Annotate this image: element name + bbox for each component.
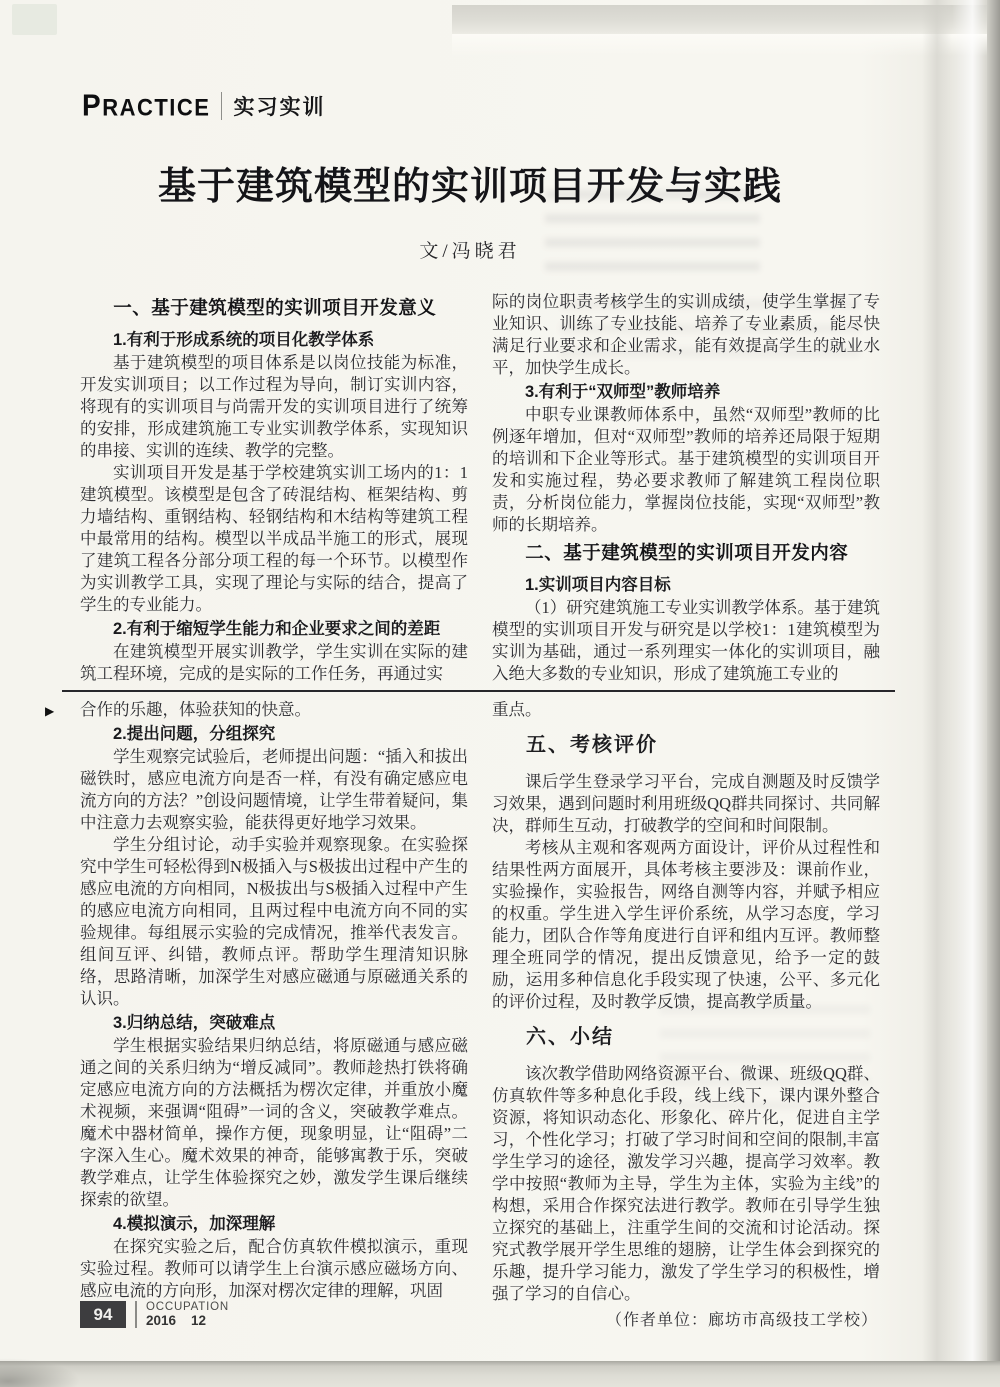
magazine-section-en: PRACTICE — [82, 88, 211, 123]
paragraph: 实训项目开发是基于学校建筑实训工场内的1：1建筑模型。该模型是包含了砖混结构、框架结构、剪力墙结构、重钢结构、轻钢结构和木结构等建筑工程中最常用的结构。模型以半成品半施工的形式，展现了建筑工程各分部分项工程的每一个环节。以模型作为实训教学工具，实现了理论与实际的结合，提高了学生的专业能力。 — [80, 463, 468, 614]
scan-artifact-corner-mark — [12, 4, 57, 35]
masthead-divider — [221, 92, 222, 120]
scan-artifact-page-edge — [987, 0, 1000, 1387]
paragraph: 学生根据实验结果归纳总结，将原磁通与感应磁通之间的关系归纳为“增反减同”。教师趁热打铁将确定感应电流方向的方法概括为楞次定律，并重放小魔术视频，来强调“阻碍”一词的含义，突破教学难点。魔术中器材简单，操作方便，现象明显，让“阻碍”二字深入生心。魔术效果的神奇，能够寓教于乐，突破教学难点，让学生体验探究之妙，激发学生课后继续探索的欲望。 — [80, 1036, 468, 1209]
top-article-right-column — [492, 291, 880, 690]
journal-meta — [135, 1301, 229, 1328]
masthead — [82, 90, 325, 122]
magazine-section-cn: 实习实训 — [233, 96, 326, 119]
article-byline: 文/冯晓君 — [419, 241, 521, 262]
scan-artifact-edge-highlight — [952, 0, 986, 1387]
subsection-heading: 3.有利于“双师型”教师培养 — [525, 383, 721, 401]
paragraph: 课后学生登录学习平台，完成自测题及时反馈学习效果，遇到问题时利用班级QQ群共同探讨、共同解决，群师生互动，打破教学的空间和时间限制。 — [492, 772, 880, 835]
issue-number: 12 — [191, 1313, 207, 1328]
issue-date — [146, 1314, 229, 1327]
article-separator-rule — [62, 690, 895, 692]
section-heading-kai: 五、考核评价 — [526, 734, 658, 756]
continuation-paragraph: 际的岗位职责考核学生的实训成绩，使学生掌握了专业知识、训练了专业技能、培养了专业素质，能尽快满足行业要求和企业需求，能有效提高学生的就业水平，加快学生成长。 — [492, 292, 880, 377]
paragraph: 考核从主观和客观两方面设计，评价从过程性和结果性两方面展开，具体考核主要涉及：课前作业，实验操作，实验报告，网络自测等内容，并赋予相应的权重。学生进入学生评价系统，从学习态度，学习能力，团队合作等角度进行自评和组内互评。教师整理全班同学的情况，提出反馈意见，给予一定的鼓励，运用多种信息化手段实现了快速，公平、多元化的评价过程，及时教学反馈，提高教学质量。 — [492, 838, 880, 1011]
scan-artifact-corner-smudge — [0, 1358, 80, 1387]
article-title: 基于建筑模型的实训项目开发与实践 — [157, 166, 782, 208]
paragraph: 在建筑模型开展实训教学，学生实训在实际的建筑工程环境，完成的是实际的工作任务，再通过实 — [80, 642, 468, 683]
bottom-article-left-column — [45, 699, 468, 1332]
journal-name: OCCUPATION — [146, 1301, 229, 1313]
paragraph: （1）研究建筑施工专业实训教学体系。基于建筑模型的实训项目开发与研究是以学校1：1建筑模型为实训为基础，通过一系列理实一体化的实训项目，融入绝大多数的专业知识，形成了建筑施工专业的 — [492, 598, 880, 683]
continuation-paragraph: 重点。 — [492, 700, 542, 719]
subsection-heading: 2.提出问题，分组探究 — [113, 725, 276, 743]
paragraph: 基于建筑模型的项目体系是以岗位技能为标准，开发实训项目；以工作过程为导向，制订实训内容，将现有的实训项目与尚需开发的实训项目进行了统筹的安排，形成建筑施工专业实训教学体系，实现知识的串接、实训的连续、教学的完整。 — [80, 353, 468, 460]
bottom-article-right-column — [492, 699, 880, 1332]
paragraph: 在探究实验之后，配合仿真软件模拟演示，重现实验过程。教师可以请学生上台演示感应磁场方向、感应电流的方向形，加深对楞次定律的理解，巩固 — [80, 1237, 468, 1300]
paragraph: 中职专业课教师体系中，虽然“双师型”教师的比例逐年增加，但对“双师型”教师的培养还局限于短期的培训和下企业等形式。基于建筑模型的实训项目开发和实施过程，势必要求教师了解建筑工程岗位职责，分析岗位能力，掌握岗位技能，实现“双师型”教师的长期培养。 — [492, 405, 880, 534]
section-heading-kai: 六、小结 — [526, 1026, 614, 1048]
scan-artifact-top-glow — [452, 34, 1000, 56]
paragraph: 该次教学借助网络资源平台、微课、班级QQ群、仿真软件等多种息化手段，线上线下，课内课外整合资源，将知识动态化、形象化、碎片化，促进自主学习，个性化学习；打破了学习时间和空间的限制,丰富学生学习的途径，激发学习兴趣，提高学习效率。教学中按照“教师为主导，学生为主体，实验为主线”的构想，采用合作探究法进行教学。教师在引导学生独立探究的基础上，注重学生间的交流和讨论活动。探究式教学展开学生思维的翅膀，让学生体会到探究的乐趣，提升学习能力，激发了学生学习的积极性，增强了学习的自信心。 — [492, 1064, 880, 1303]
paragraph: 学生分组讨论，动手实验并观察现象。在实验探究中学生可轻松得到N极插入与S极拔出过程中产生的感应电流的方向相同，N极拔出与S极插入过程中产生的感应电流方向相同，且两过程中电流方向不同的实验规律。每组展示实验的完成情况，推举代表发言。组间互评、纠错，教师点评。帮助学生理清知识脉络，思路清晰，加深学生对感应磁通与原磁通关系的认识。 — [80, 835, 468, 1008]
paragraph: 学生观察完试验后，老师提出问题：“插入和拔出磁铁时，感应电流方向是否一样，有没有确定感应电流方向的方法？”创设问题情境，让学生带着疑问，集中注意力去观察实验，能获得更好地学习效果。 — [80, 747, 468, 832]
continuation-arrow-icon: ▶ — [45, 704, 55, 718]
subsection-heading: 1.实训项目内容目标 — [525, 576, 671, 594]
subsection-heading: 4.模拟演示，加深理解 — [113, 1215, 276, 1233]
continuation-paragraph: ▶ 合作的乐趣，体验获知的快意。 — [80, 699, 468, 721]
section-heading: 一、基于建筑模型的实训项目开发意义 — [113, 297, 437, 318]
top-article-left-column — [80, 291, 468, 690]
subsection-heading: 2.有利于缩短学生能力和企业要求之间的差距 — [113, 620, 441, 638]
scan-artifact-bottom-band — [0, 1361, 1000, 1387]
top-article-band — [80, 291, 880, 690]
issue-year: 2016 — [146, 1313, 177, 1328]
subsection-heading: 3.归纳总结，突破难点 — [113, 1014, 276, 1032]
scan-artifact-top-band — [452, 5, 1000, 34]
author-affiliation: （作者单位：廊坊市高级技工学校） — [605, 1312, 878, 1329]
subsection-heading: 1.有利于形成系统的项目化教学体系 — [113, 331, 375, 349]
page-number-badge: 94 — [80, 1301, 126, 1328]
page-footer — [80, 1301, 229, 1328]
section-heading: 二、基于建筑模型的实训项目开发内容 — [525, 542, 849, 563]
